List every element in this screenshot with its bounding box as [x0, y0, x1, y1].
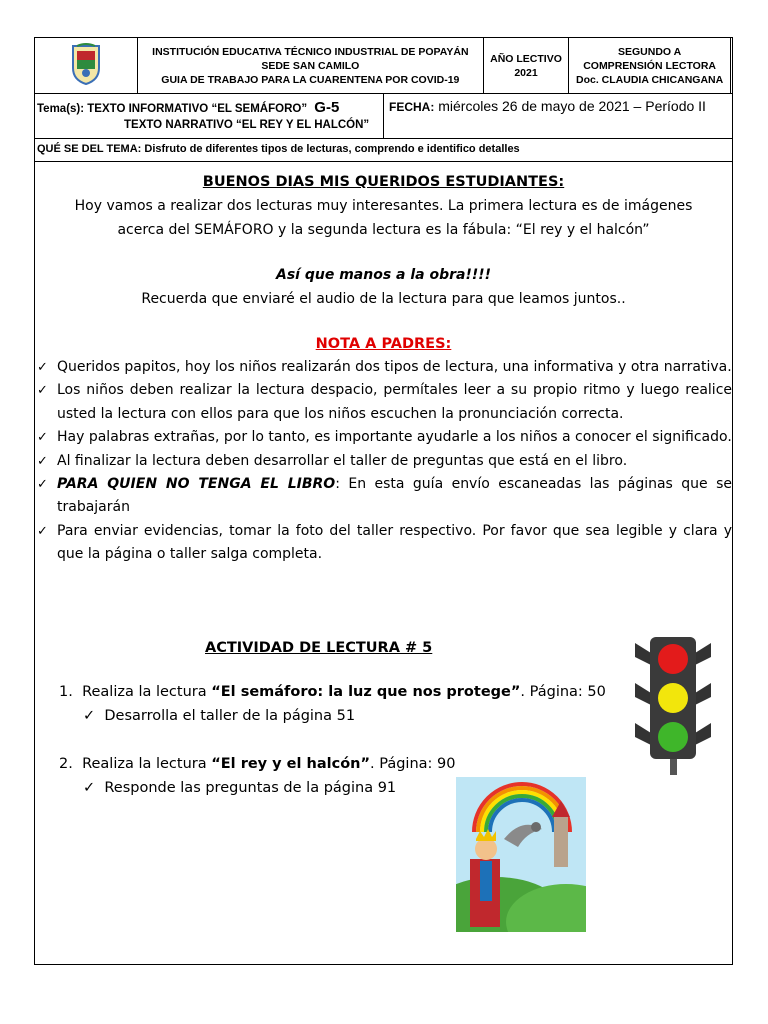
audio-reminder: Recuerda que enviaré el audio de la lectura para que leamos juntos..	[141, 291, 626, 307]
task-1: 1. Realiza la lectura “El semáforo: la luz que nos protege”. Página: 50	[59, 684, 606, 700]
note-item: ✓ Al finalizar la lectura deben desarrollar el taller de preguntas que está en el libro.	[35, 450, 732, 473]
greeting-heading: BUENOS DIAS MIS QUERIDOS ESTUDIANTES:	[202, 174, 565, 190]
knowledge-label: QUÉ SE DEL TEMA:	[37, 143, 142, 155]
year-value: 2021	[514, 66, 538, 79]
check-icon: ✓	[37, 453, 48, 469]
motto: Así que manos a la obra!!!!	[276, 267, 491, 283]
task-2-sub: ✓ Responde las preguntas de la página 91	[83, 780, 397, 796]
content	[35, 166, 732, 796]
check-icon: ✓	[83, 780, 96, 796]
note-item: ✓ Para enviar evidencias, tomar la foto del taller respectivo. Por favor que sea legible y clara y que la página o taller salga completa.	[35, 520, 732, 567]
check-icon: ✓	[37, 360, 48, 375]
knowledge-value: Disfruto de diferentes tipos de lecturas, comprendo e identifico detalles	[144, 143, 520, 155]
worksheet	[34, 37, 733, 965]
date-value: miércoles 26 de mayo de 2021 – Período II	[438, 98, 706, 114]
institution-name: INSTITUCIÓN EDUCATIVA TÉCNICO INDUSTRIAL DE POPAYÁN	[152, 45, 469, 58]
note-item: ✓ Los niños deben realizar la lectura despacio, permítales leer a su propio ritmo y luego realice usted la lectura con ellos para que los niños escuchen la pronunciación correcta.	[35, 379, 732, 426]
logo-cell	[35, 38, 138, 94]
date-cell	[384, 94, 732, 138]
traffic-light-image	[633, 635, 713, 775]
intro-line2: acerca del SEMÁFORO y la segunda lectura es la fábula: “El rey y el halcón”	[117, 222, 650, 238]
check-icon: ✓	[37, 523, 48, 539]
group-label: G-5	[314, 99, 340, 116]
subject-name: COMPRENSIÓN LECTORA	[583, 59, 717, 72]
teacher-name: Doc. CLAUDIA CHICANGANA	[576, 73, 724, 86]
note-item: ✓ Queridos papitos, hoy los niños realizarán dos tipos de lectura, una informativa y otra narrativa.	[35, 356, 732, 379]
task-2: 2. Realiza la lectura “El rey y el halcón”. Página: 90	[59, 756, 456, 772]
school-crest-icon	[71, 42, 101, 86]
topic-line1: TEXTO INFORMATIVO “EL SEMÁFORO”	[87, 103, 308, 115]
task-1-sub: ✓ Desarrolla el taller de la página 51	[83, 708, 356, 724]
check-icon: ✓	[37, 477, 48, 493]
header-table	[34, 37, 731, 94]
year-label: AÑO LECTIVO	[490, 52, 562, 65]
institution-cell	[137, 38, 483, 94]
no-book-emphasis: PARA QUIEN NO TENGA EL LIBRO	[57, 476, 336, 493]
king-and-falcon-image	[456, 777, 586, 932]
year-cell	[483, 38, 568, 94]
date-label: FECHA:	[389, 100, 435, 114]
parents-note-list	[35, 356, 732, 567]
check-icon: ✓	[83, 708, 96, 724]
check-icon: ✓	[37, 430, 48, 446]
intro-line1: Hoy vamos a realizar dos lecturas muy interesantes. La primera lectura es de imágenes	[74, 198, 693, 214]
check-icon: ✓	[37, 383, 48, 399]
note-item: ✓ Hay palabras extrañas, por lo tanto, es importante ayudarle a los niños a conocer el significado.	[35, 426, 732, 449]
knowledge-row	[34, 138, 733, 162]
topic-cell	[35, 94, 384, 138]
campus-name: SEDE SAN CAMILO	[261, 59, 360, 72]
grade-name: SEGUNDO A	[618, 45, 682, 58]
activity-heading: ACTIVIDAD DE LECTURA # 5	[205, 640, 433, 656]
grade-cell	[569, 38, 731, 94]
guide-title: GUIA DE TRABAJO PARA LA CUARENTENA POR COVID-19	[161, 73, 460, 86]
topic-label: Tema(s):	[37, 103, 85, 115]
topic-line2: TEXTO NARRATIVO “EL REY Y EL HALCÓN”	[124, 119, 370, 131]
parents-note-heading: NOTA A PADRES:	[315, 336, 452, 352]
note-item: ✓ PARA QUIEN NO TENGA EL LIBRO: En esta guía envío escaneadas las páginas que se trabajarán	[35, 473, 732, 520]
topic-row	[34, 93, 733, 139]
